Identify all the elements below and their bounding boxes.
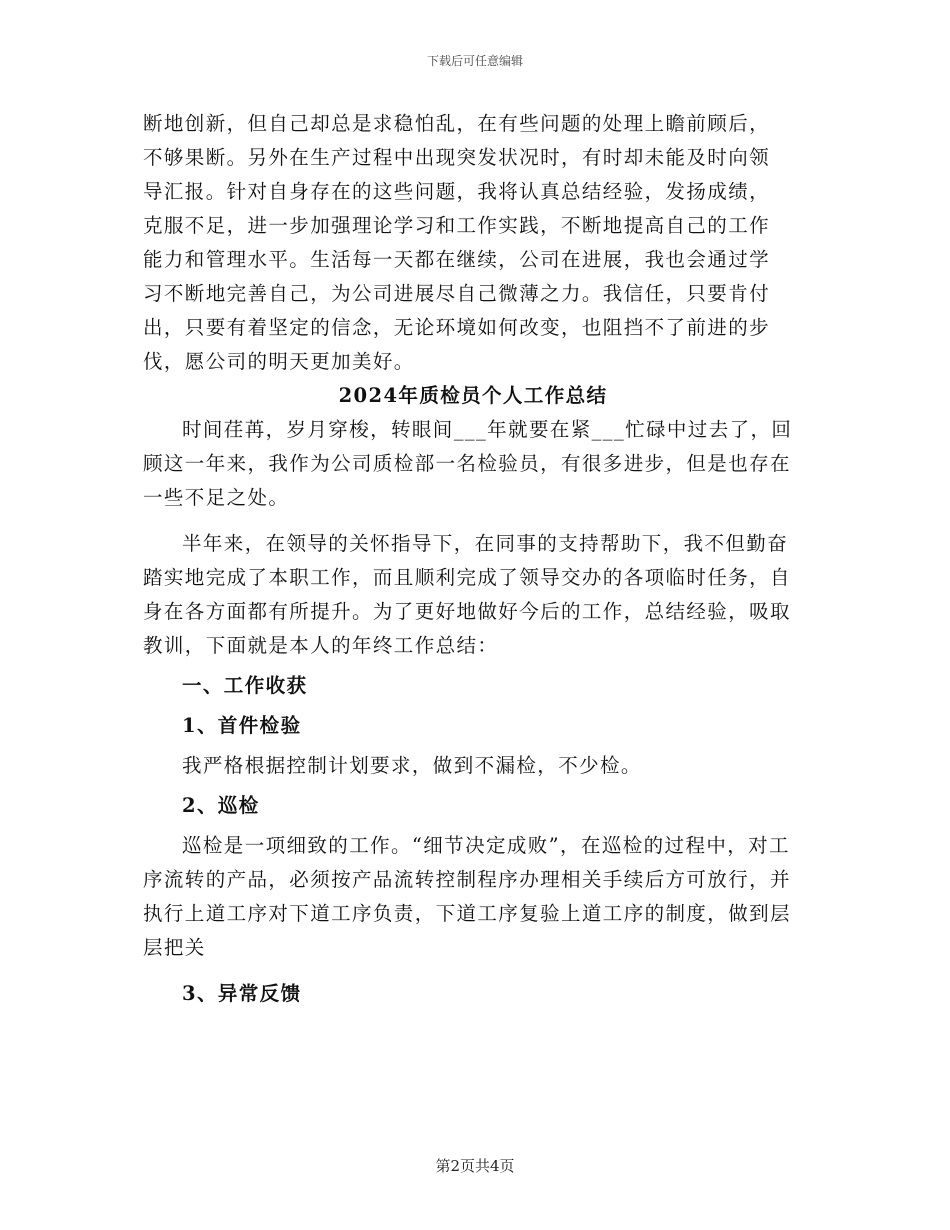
- document-body: [143, 107, 803, 1017]
- page-footer: 第2页共4页: [435, 1157, 515, 1175]
- text-line: 克服不足，进一步加强理论学习和工作实践，不断地提高自己的工作: [143, 214, 771, 237]
- subsection-text: 巡检是一项细致的工作。“细节决定成败”，在巡检的过程中，对工序流转的产品，必须按产品流转控制程序办理相关手续后方可放行，并执行上道工序对下道工序负责，下道工序复验上道工序的制度，做到层层把关: [143, 834, 791, 959]
- text-line: 导汇报。针对自身存在的这些问题，我将认真总结经验，发扬成绩，: [143, 180, 771, 203]
- text-line: 不够果断。另外在生产过程中出现突发状况时，有时却未能及时向领: [143, 146, 771, 169]
- subsection-heading: 1、首件检验: [182, 714, 302, 737]
- page-header: 下载后可任意编辑: [426, 54, 523, 68]
- subsection-text: 我严格根据控制计划要求，做到不漏检，不少检。: [182, 754, 642, 777]
- text-line: 能力和管理水平。生活每一天都在继续，公司在进展，我也会通过学: [143, 248, 771, 271]
- section-heading: 一、工作收获: [182, 674, 308, 697]
- subsection-heading: 3、异常反馈: [182, 982, 302, 1005]
- text-line: 出，只要有着坚定的信念，无论环境如何改变，也阻挡不了前进的步: [143, 316, 771, 339]
- text-line: 伐，愿公司的明天更加美好。: [143, 350, 415, 373]
- subsection-heading: 2、巡检: [182, 794, 260, 817]
- intro-paragraph: 时间荏苒，岁月穿梭，转眼间___年就要在紧___忙碌中过去了，回顾这一年来，我作为公司质检部一名检验员，有很多进步，但是也存在一些不足之处。: [143, 418, 793, 509]
- continuation-paragraph: [143, 107, 803, 379]
- text-line: 断地创新，但自己却总是求稳怕乱，在有些问题的处理上瞻前顾后，: [143, 112, 771, 135]
- document-title: 2024年质检员个人工作总结: [338, 384, 608, 407]
- text-line: 习不断地完善自己，为公司进展尽自己微薄之力。我信任，只要肯付: [143, 282, 771, 305]
- summary-paragraph: 半年来，在领导的关怀指导下，在同事的支持帮助下，我不但勤奋踏实地完成了本职工作，而且顺利完成了领导交办的各项临时任务，自身在各方面都有所提升。为了更好地做好今后的工作，总结经验，吸取教训，下面就是本人的年终工作总结：: [143, 532, 791, 657]
